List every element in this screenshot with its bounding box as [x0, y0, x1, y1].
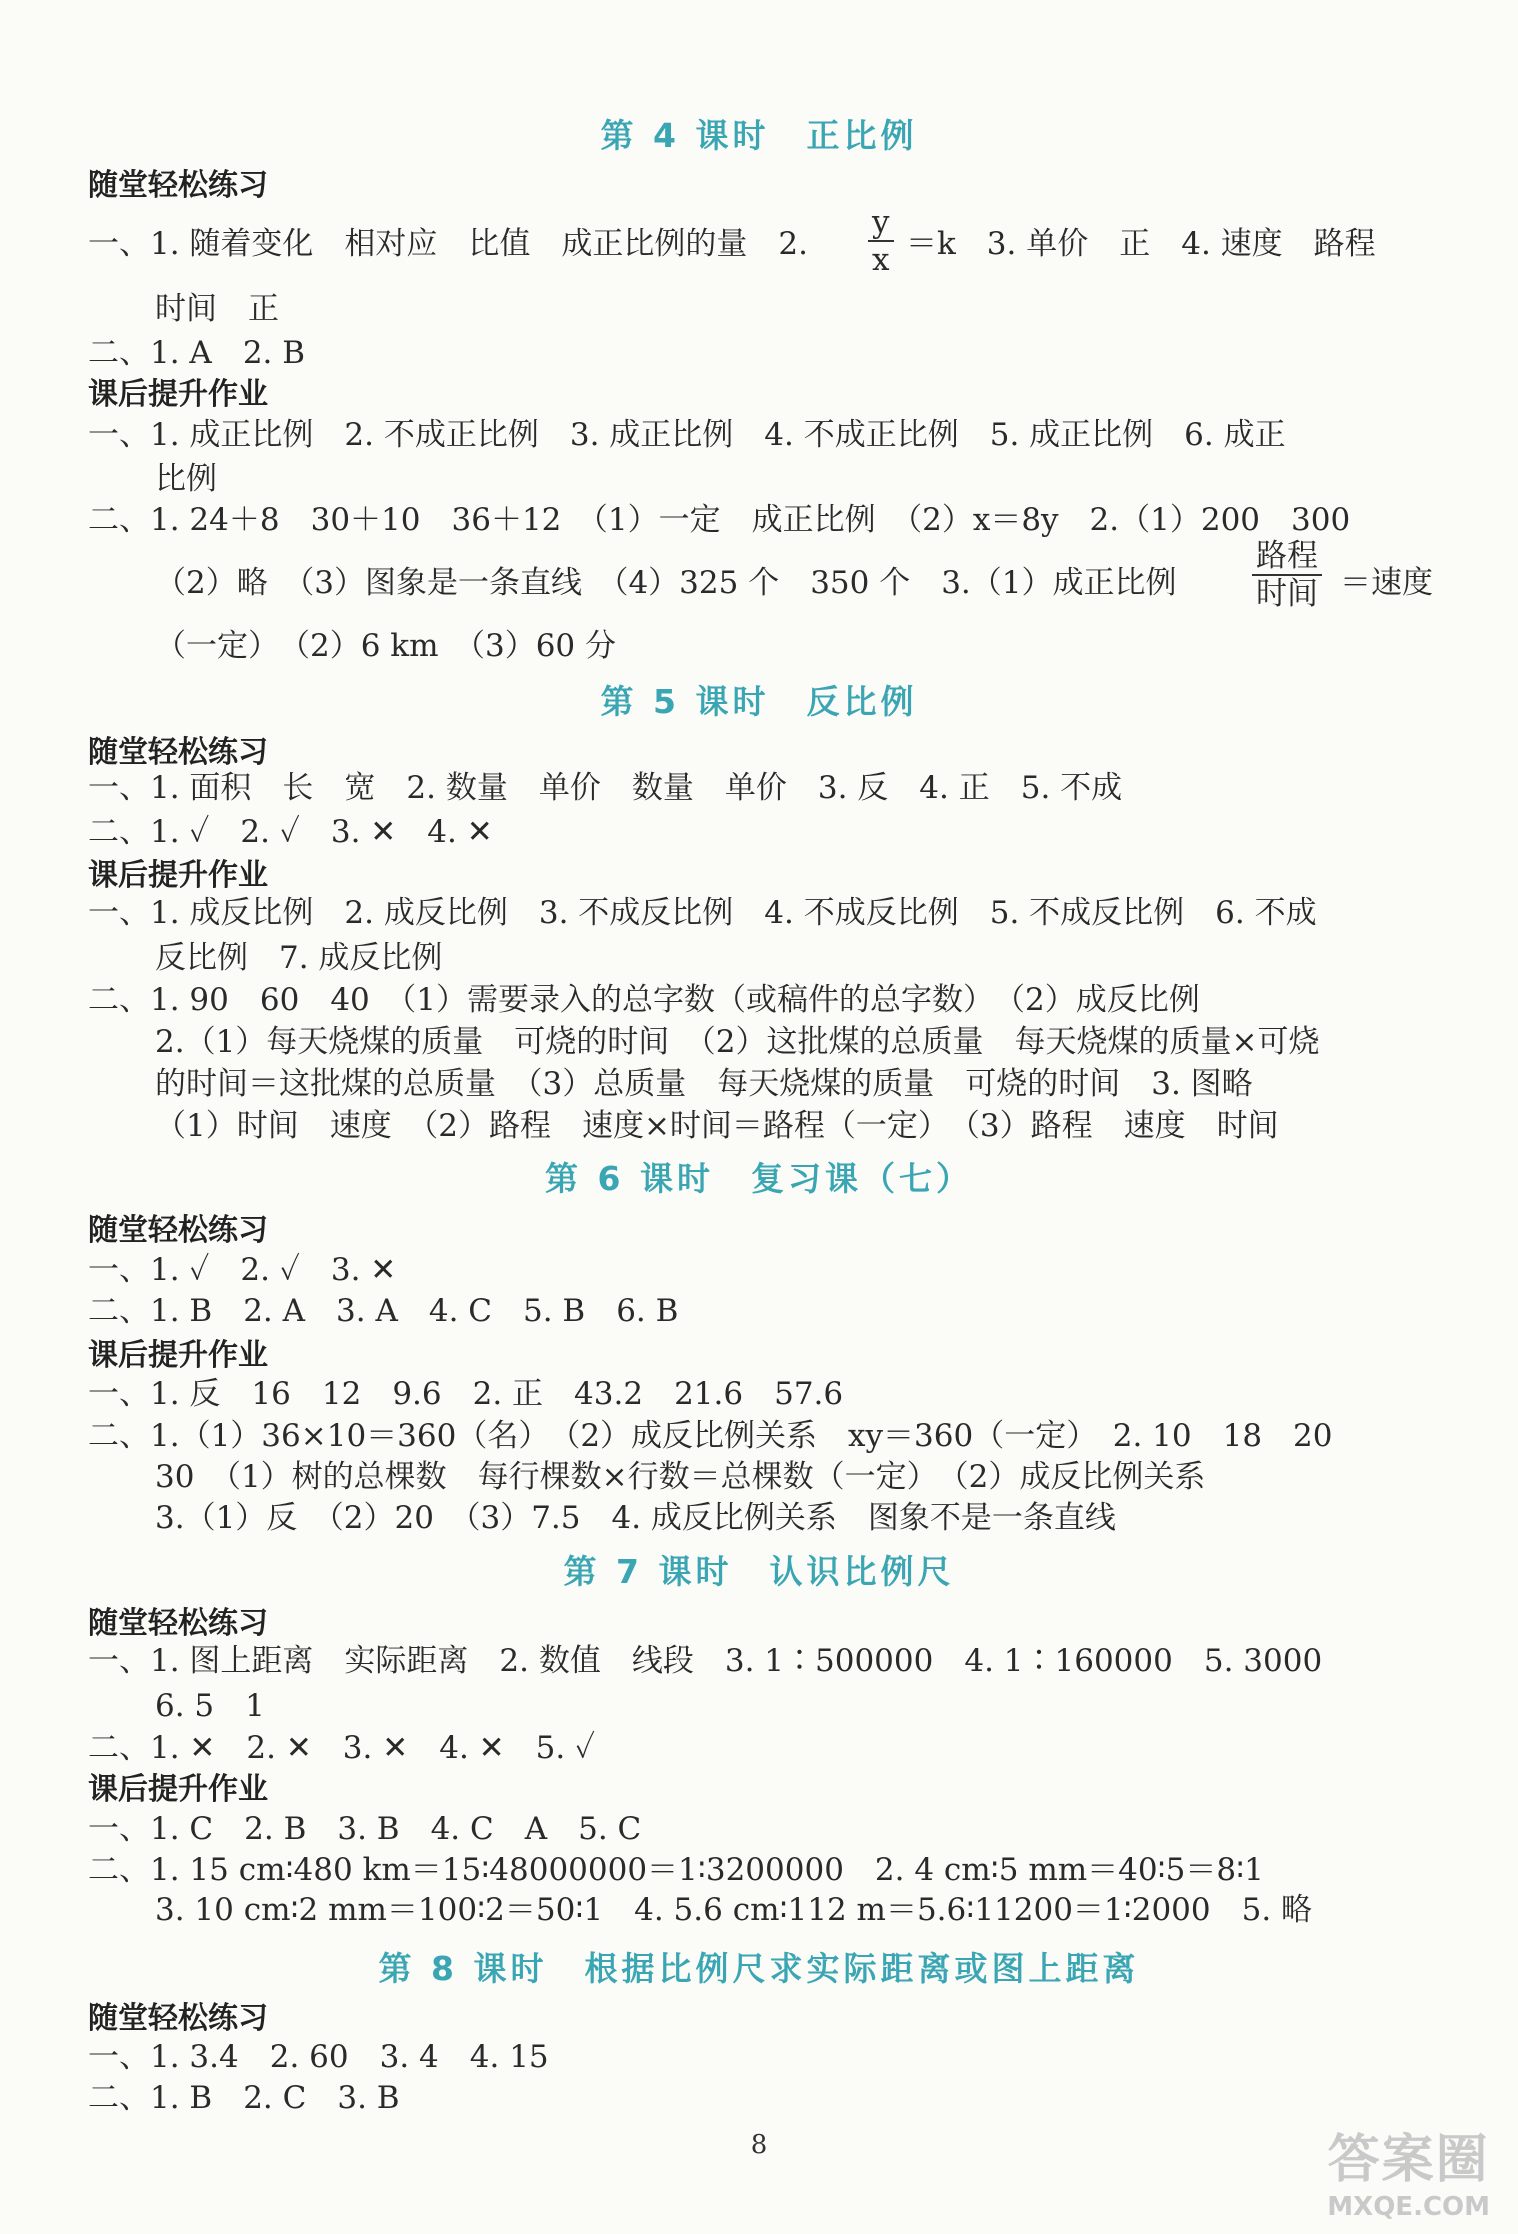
answer-line: 一、1. 随着变化 相对应 比值 成正比例的量 2.	[88, 226, 809, 262]
answer-line: ＝速度	[1340, 565, 1433, 601]
watermark-logo	[1327, 2117, 1490, 2222]
answer-line: 一、1. 3.4 2. 60 3. 4 4. 15	[88, 2039, 549, 2075]
answer-line: 一、1. 面积 长 宽 2. 数量 单价 数量 单价 3. 反 4. 正 5. 不成	[88, 770, 1123, 806]
fraction-denominator: 时间	[1256, 576, 1318, 612]
answer-line: ＝k 3. 单价 正 4. 速度 路程	[906, 226, 1376, 262]
answer-line: 二、1. B 2. A 3. A 4. C 5. B 6. B	[88, 1293, 679, 1329]
answer-line: 一、1. 图上距离 实际距离 2. 数值 线段 3. 1∶500000 4. 1∶160000 5. 3000	[88, 1643, 1323, 1679]
watermark-url: MXQE.COM	[1327, 2192, 1490, 2222]
answer-line: 6. 5 1	[155, 1688, 265, 1724]
subheading: 课后提升作业	[88, 858, 268, 893]
section-title-6: 第 6 课时 复习课（七）	[545, 1159, 973, 1198]
fraction-numerator: 路程	[1252, 538, 1322, 576]
subheading: 随堂轻松练习	[88, 168, 268, 203]
answer-line: （一定） （2）6 km （3）60 分	[155, 628, 617, 664]
answer-line: 3.（1）反 （2）20 （3）7.5 4. 成反比例关系 图象不是一条直线	[155, 1500, 1116, 1536]
subheading: 课后提升作业	[88, 1772, 268, 1807]
subheading: 随堂轻松练习	[88, 735, 268, 770]
answer-line: 的时间＝这批煤的总质量 （3）总质量 每天烧煤的质量 可烧的时间 3. 图略	[155, 1066, 1253, 1102]
answer-line: 二、1. 15 cm∶480 km＝15∶48000000＝1∶3200000 2. 4 cm∶5 mm＝40∶5＝8∶1	[88, 1852, 1264, 1888]
answer-line: 二、1.（1）36×10＝360（名） （2）成反比例关系 xy＝360（一定） 2. 10 18 20	[88, 1418, 1333, 1454]
section-title-4: 第 4 课时 正比例	[600, 116, 918, 155]
answer-line: 二、1. ✕ 2. ✕ 3. ✕ 4. ✕ 5. ✓	[88, 1730, 596, 1766]
fraction-y-over-x	[868, 204, 894, 278]
fraction-denominator: x	[872, 242, 890, 278]
subheading: 课后提升作业	[88, 377, 268, 412]
answer-line: 二、1. ✓ 2. ✓ 3. ✕ 4. ✕	[88, 814, 493, 850]
answer-line: 一、1. 成反比例 2. 成反比例 3. 不成反比例 4. 不成反比例 5. 不成反比例 6. 不成	[88, 895, 1317, 931]
answer-line: 一、1. 反 16 12 9.6 2. 正 43.2 21.6 57.6	[88, 1376, 844, 1412]
page-number: 8	[750, 2130, 768, 2160]
answer-line: 3. 10 cm∶2 mm＝100∶2＝50∶1 4. 5.6 cm∶112 m＝5.6∶11200＝1∶2000 5. 略	[155, 1892, 1313, 1928]
answer-line: 比例	[155, 461, 217, 497]
answer-line: 一、1. 成正比例 2. 不成正比例 3. 成正比例 4. 不成正比例 5. 成正比例 6. 成正	[88, 417, 1286, 453]
answer-line: 二、1. 90 60 40 （1）需要录入的总字数（或稿件的总字数） （2）成反比例	[88, 982, 1200, 1018]
section-title-5: 第 5 课时 反比例	[600, 682, 918, 721]
answer-line: 30 （1）树的总棵数 每行棵数×行数＝总棵数（一定） （2）成反比例关系	[155, 1459, 1206, 1495]
section-title-7: 第 7 课时 认识比例尺	[563, 1552, 955, 1591]
section-title-8: 第 8 课时 根据比例尺求实际距离或图上距离	[378, 1949, 1140, 1988]
fraction-numerator: y	[868, 204, 894, 242]
answer-line: 时间 正	[155, 291, 279, 327]
subheading: 随堂轻松练习	[88, 2001, 268, 2036]
answer-line: 二、1. A 2. B	[88, 335, 306, 371]
answer-line: （1）时间 速度 （2）路程 速度×时间＝路程（一定） （3）路程 速度 时间	[155, 1108, 1279, 1144]
answer-line: 二、1. 24＋8 30＋10 36＋12 （1）一定 成正比例 （2）x＝8y 2.（1）200 300	[88, 502, 1351, 538]
answer-line: 一、1. ✓ 2. ✓ 3. ✕	[88, 1252, 397, 1288]
answer-line: 反比例 7. 成反比例	[155, 940, 443, 976]
subheading: 课后提升作业	[88, 1338, 268, 1373]
answer-line: 2.（1）每天烧煤的质量 可烧的时间 （2）这批煤的总质量 每天烧煤的质量×可烧	[155, 1024, 1320, 1060]
fraction-distance-over-time	[1252, 538, 1322, 612]
answer-line: 一、1. C 2. B 3. B 4. C A 5. C	[88, 1811, 642, 1847]
subheading: 随堂轻松练习	[88, 1213, 268, 1248]
answer-line: 二、1. B 2. C 3. B	[88, 2080, 400, 2116]
watermark-text: 答案圈	[1327, 2130, 1490, 2190]
answer-line: （2）略 （3）图象是一条直线 （4）325 个 350 个 3.（1）成正比例	[155, 565, 1177, 601]
subheading: 随堂轻松练习	[88, 1606, 268, 1641]
